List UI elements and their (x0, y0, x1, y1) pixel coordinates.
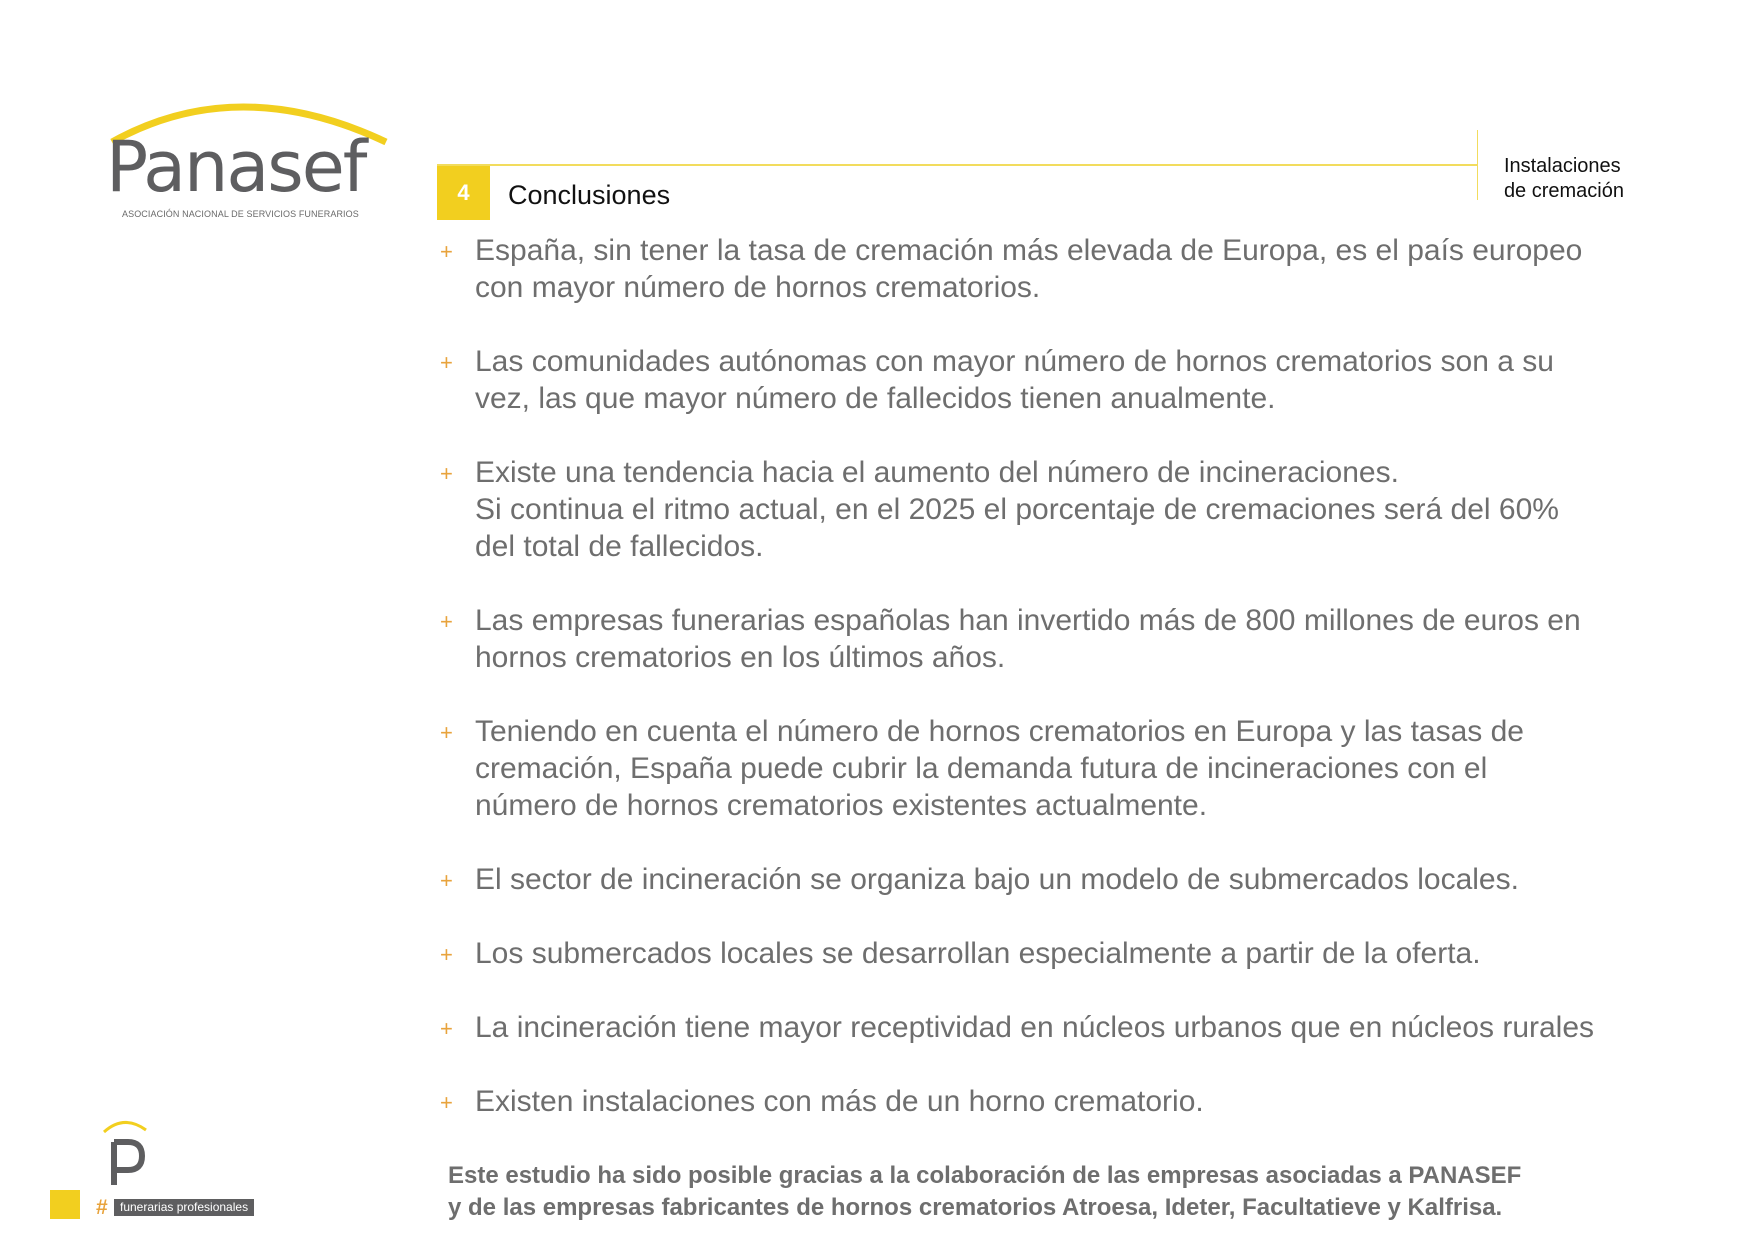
conclusion-text: Las comunidades autónomas con mayor número de hornos crematorios son a su (475, 345, 1554, 378)
conclusion-text: vez, las que mayor número de fallecidos tienen anualmente. (475, 382, 1276, 415)
acknowledgement-line: Este estudio ha sido posible gracias a la colaboración de las empresas asociadas a PANASEF (448, 1162, 1522, 1189)
conclusions-list (440, 232, 1640, 1157)
conclusion-item (440, 454, 1640, 565)
conclusion-item (440, 935, 1640, 972)
conclusion-item (440, 343, 1640, 417)
p-logo-icon (90, 1110, 170, 1190)
header-rule (437, 164, 1477, 166)
conclusion-text: Existen instalaciones con más de un horno crematorio. (475, 1085, 1204, 1118)
section-title (1504, 154, 1624, 204)
conclusion-text: Teniendo en cuenta el número de hornos crematorios en Europa y las tasas de (475, 715, 1524, 748)
funerarias-profesionales-badge (50, 1110, 280, 1230)
plus-bullet-icon: + (440, 239, 453, 264)
plus-bullet-icon: + (440, 868, 453, 893)
acknowledgement-line: y de las empresas fabricantes de hornos crematorios Atroesa, Ideter, Facultatieve y Kalfrisa. (448, 1194, 1503, 1221)
badge-label: funerarias profesionales (114, 1199, 254, 1216)
header-divider (1477, 130, 1478, 200)
conclusion-text: Las empresas funerarias españolas han invertido más de 800 millones de euros en (475, 604, 1581, 637)
conclusion-item (440, 1009, 1640, 1046)
conclusion-text: hornos crematorios en los últimos años. (475, 641, 1006, 674)
conclusion-text: Los submercados locales se desarrollan especialmente a partir de la oferta. (475, 937, 1481, 970)
conclusion-text: Si continua el ritmo actual, en el 2025 el porcentaje de cremaciones será del 60% (475, 493, 1559, 526)
conclusion-item (440, 861, 1640, 898)
section-title-line: de cremación (1503, 180, 1624, 202)
plus-bullet-icon: + (440, 1090, 453, 1115)
panasef-logo (100, 90, 400, 230)
logo-tagline: ASOCIACIÓN NACIONAL DE SERVICIOS FUNERARIOS (122, 209, 359, 219)
badge-square (50, 1190, 80, 1219)
conclusion-item (440, 1083, 1640, 1120)
chapter-number: 4 (437, 166, 490, 220)
conclusion-text: Existe una tendencia hacia el aumento del número de incineraciones. (475, 456, 1399, 489)
plus-bullet-icon: + (440, 942, 453, 967)
conclusion-text: del total de fallecidos. (475, 530, 764, 563)
plus-bullet-icon: + (440, 350, 453, 375)
conclusion-text: La incineración tiene mayor receptividad en núcleos urbanos que en núcleos rurales (475, 1011, 1595, 1044)
page-title: Conclusiones (508, 180, 671, 210)
conclusion-text: cremación, España puede cubrir la demanda futura de incineraciones con el (475, 752, 1488, 785)
conclusion-item (440, 602, 1640, 676)
conclusion-text: con mayor número de hornos crematorios. (475, 271, 1041, 304)
plus-bullet-icon: + (440, 461, 453, 486)
plus-bullet-icon: + (440, 1016, 453, 1041)
section-title-line: Instalaciones (1503, 155, 1621, 177)
plus-bullet-icon: + (440, 720, 453, 745)
conclusion-text: España, sin tener la tasa de cremación más elevada de Europa, es el país europeo (475, 234, 1583, 267)
plus-bullet-icon: + (440, 609, 453, 634)
conclusion-item (440, 232, 1640, 306)
badge-hash: # (96, 1196, 108, 1219)
conclusion-item (440, 713, 1640, 824)
acknowledgement (448, 1160, 1521, 1224)
conclusion-text: El sector de incineración se organiza bajo un modelo de submercados locales. (475, 863, 1519, 896)
logo-wordmark: Panasef (106, 126, 366, 208)
conclusion-text: número de hornos crematorios existentes actualmente. (475, 789, 1208, 822)
